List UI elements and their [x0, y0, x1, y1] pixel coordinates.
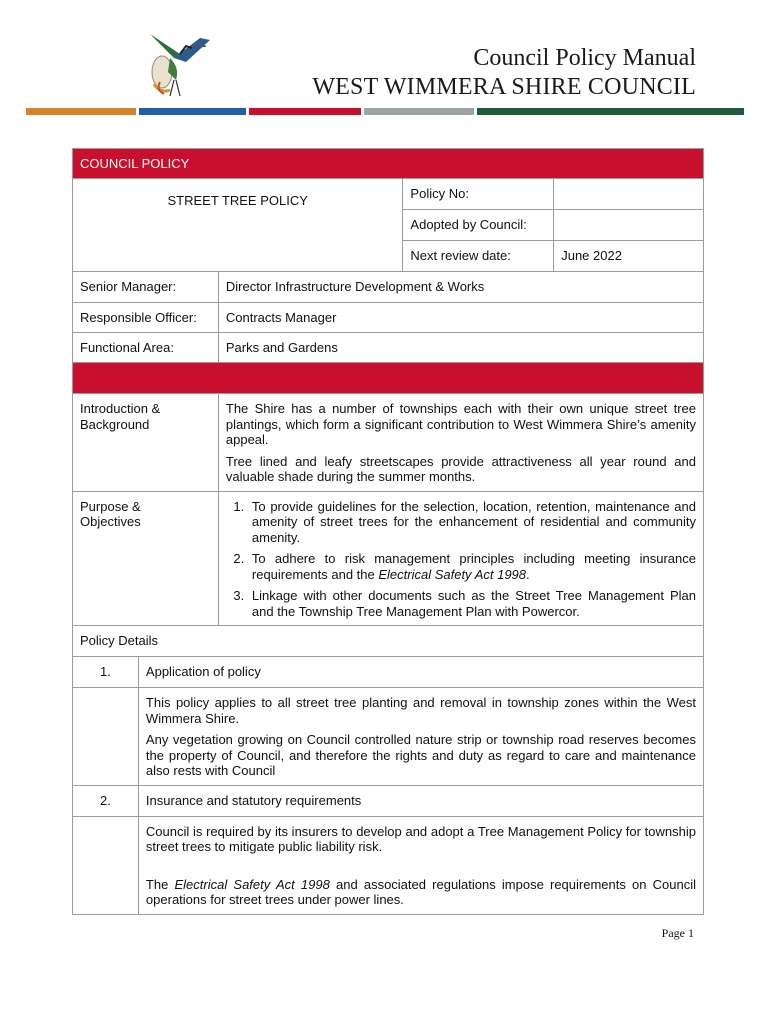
adopted-value: [554, 210, 704, 241]
policy-title-cell: [73, 179, 403, 272]
policy-details-table: [72, 625, 704, 915]
objective-2: [248, 551, 696, 582]
intro-label: [73, 394, 219, 492]
objective-3: 3. Linkage with other documents such as the Street Tree Management Plan and the Township Tree Management Plan with Powercor.: [248, 588, 696, 619]
policy-title: STREET TREE POLICY: [167, 193, 308, 208]
objective-2-post: .: [526, 566, 530, 582]
header-title-block: [312, 44, 696, 102]
responsible-officer-label: Responsible Officer:: [73, 303, 219, 333]
functional-area-value: Parks and Gardens: [218, 333, 703, 363]
stripe-orange: [26, 108, 136, 115]
section-1-number: 1.: [73, 657, 139, 688]
section-2-spacer: [73, 816, 139, 914]
section-2-p2-post: and associated regulations impose requirements on Council operations for street trees under power lines.: [145, 876, 696, 907]
policy-details-label: Policy Details: [73, 626, 704, 657]
section-2-title: Insurance and statutory requirements: [138, 785, 703, 816]
section-2-paragraph-2: [146, 877, 696, 908]
adopted-label: Adopted by Council:: [403, 210, 554, 241]
review-label: Next review date:: [403, 241, 554, 272]
header-color-stripes: [26, 108, 744, 115]
section-1-spacer: [73, 688, 139, 786]
manual-title: Council Policy Manual: [473, 45, 696, 71]
section-1-content: [138, 688, 703, 786]
section-2-number: 2.: [73, 785, 139, 816]
council-bird-logo-icon: [140, 24, 212, 100]
policy-no-label: Policy No:: [403, 179, 554, 210]
council-name: WEST WIMMERA SHIRE COUNCIL: [312, 74, 696, 100]
functional-area-label: Functional Area:: [73, 333, 219, 363]
section-divider-bar: [73, 363, 704, 394]
council-policy-banner: COUNCIL POLICY: [73, 149, 704, 179]
stripe-blue: [139, 108, 247, 115]
policy-document: [72, 148, 704, 915]
section-2-act: Electrical Safety Act 1998: [174, 876, 330, 892]
section-2-p2-pre: The: [145, 876, 175, 892]
purpose-label-text: Purpose & Objectives: [80, 498, 141, 529]
section-1-paragraph-2: Any vegetation growing on Council controlled nature strip or township road reserves becomes the property of Council, and therefore the rights and duty as regard to care and maintenance also rests with Council: [145, 732, 696, 778]
purpose-content: [218, 491, 703, 626]
intro-content: [218, 394, 703, 492]
intro-label-text: Introduction & Background: [80, 401, 161, 432]
stripe-red: [249, 108, 361, 115]
intro-paragraph-1: The Shire has a number of townships each with their own unique street tree plantings, which form a significant contribution to West Wimmera Shire’s amenity appeal.: [225, 401, 696, 447]
purpose-label: [73, 491, 219, 626]
senior-manager-label: Senior Manager:: [73, 272, 219, 303]
senior-manager-value: Director Infrastructure Development & Works: [218, 272, 703, 303]
stripe-green: [477, 108, 744, 115]
policy-body-table: [72, 393, 704, 626]
review-value: June 2022: [554, 241, 704, 272]
section-2-content: [138, 816, 703, 914]
policy-header-table: [72, 148, 704, 394]
page-number: Page 1: [661, 926, 694, 940]
objectives-list: [226, 499, 696, 620]
objective-1: 1. To provide guidelines for the selection, location, retention, maintenance and amenity of street trees for the enhancement of residential and community amenity.: [248, 499, 696, 546]
responsible-officer-value: Contracts Manager: [218, 303, 703, 333]
intro-paragraph-2: Tree lined and leafy streetscapes provide attractiveness all year round and valuable shade during the summer months.: [225, 453, 696, 484]
stripe-grey: [364, 108, 474, 115]
objective-2-pre: To adhere to risk management principles including meeting insurance requirements and the: [251, 551, 696, 582]
section-1-paragraph-1: This policy applies to all street tree planting and removal in township zones within the West Wimmera Shire.: [145, 695, 696, 726]
objective-2-act: Electrical Safety Act 1998: [378, 566, 527, 582]
section-1-title: Application of policy: [138, 657, 703, 688]
policy-no-value: [554, 179, 704, 210]
section-2-paragraph-1: Council is required by its insurers to develop and adopt a Tree Management Policy for township street trees to mitigate public liability risk.: [145, 823, 696, 854]
